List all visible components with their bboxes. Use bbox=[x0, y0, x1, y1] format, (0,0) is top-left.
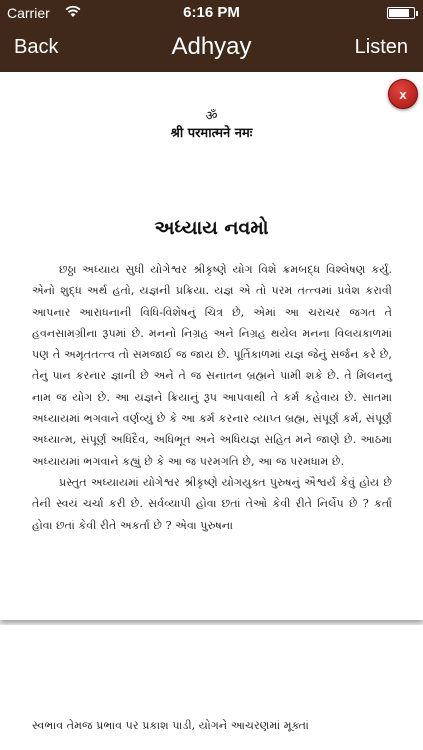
next-page-text: સ્વભાવ તેમજ પ્રભાવ પર પ્રકાશ પાડી, યોગને આચરણમાં મૂક્તાં bbox=[32, 719, 309, 732]
page-title: Adhyay bbox=[171, 33, 252, 60]
chapter-heading: અધ્યાય નવમો bbox=[154, 217, 269, 239]
listen-button[interactable]: Listen bbox=[354, 36, 408, 58]
status-bar bbox=[0, 0, 423, 26]
carrier-label: Carrier bbox=[7, 5, 50, 21]
chapter-body bbox=[32, 259, 392, 536]
battery-fill bbox=[389, 9, 409, 17]
invocation-text: श्री परमात्मने नमः bbox=[170, 126, 253, 141]
battery-icon bbox=[387, 7, 415, 19]
close-button[interactable] bbox=[388, 79, 418, 109]
paragraph: છઠ્ઠા અધ્યાય સુધી યોગેશ્વર શ્રીકૃષ્ણે યોગ વિશે ક્રમબદ્ધ વિશ્લેષણ કર્યું. એનો શુદ્ધ અર્થ હતો, યજ્ઞની પ્રક્રિયા. યજ્ઞ એ તો પરમ તત્ત્વમાં પ્રવેશ કરાવી આપનાર આરાધનાની વિધિ-વિશેષનું ચિત્ર છે, એમાં આ ચરાચર જગત તે હવનસામગ્રીના રૂપમાં છે. મનનો નિગ્રહ અને નિગ્રહ થયેલ મનના વિલયકાળમાં પણ તે અમૃતતત્ત્વ તો સમજાઈ જ જાય છે. પૂર્તિકાળમાં યજ્ઞ જેનું સર્જન કરે છે, તેનું પાન કરનાર જ્ઞાની છે અને તે જ સનાતન બ્રહ્મને પામી શકે છે. તે મિલનનું નામ જ યોગ છે. આ યજ્ઞને ક્રિયાનું રૂપ આપવાથી તે કર્મ કહેવાય છે. સાતમા અધ્યાયમાં ભગવાને વર્ણવ્યું છે કે આ કર્મ કરનાર વ્યાપ્ત બ્રહ્મ, સંપૂર્ણ કર્મ, સંપૂર્ણ અધ્યાત્મ, સંપૂર્ણ અધિદૈવ, અધિભૂત અને અધિયજ્ઞ સહિત મને જાણે છે. આઠમા અધ્યાયમાં ભગવાને કહ્યું છે કે આ જ પરમગતિ છે, આ જ પરમધામ છે. bbox=[32, 263, 392, 468]
om-symbol: ॐ bbox=[205, 109, 218, 124]
status-time: 6:16 PM bbox=[183, 4, 240, 21]
paragraph: પ્રસ્તુત અધ્યાયમાં યોગેશ્વર શ્રીકૃષ્ણે યોગયુક્ત પુરુષનું ઐશ્વર્ય કેવું હોય છે તેની સ્વયં ચર્ચા કરી છે. સર્વવ્યાપી હોવા છતાં તેઓ કેવી રીતે નિર્લેપ છે ? કર્તા હોવા છતાં કેવી રીતે અકર્તા છે ? એવા પુરુષના bbox=[32, 475, 392, 532]
close-icon: x bbox=[399, 86, 407, 102]
back-button[interactable]: Back bbox=[14, 36, 59, 58]
navigation-bar bbox=[0, 26, 423, 72]
